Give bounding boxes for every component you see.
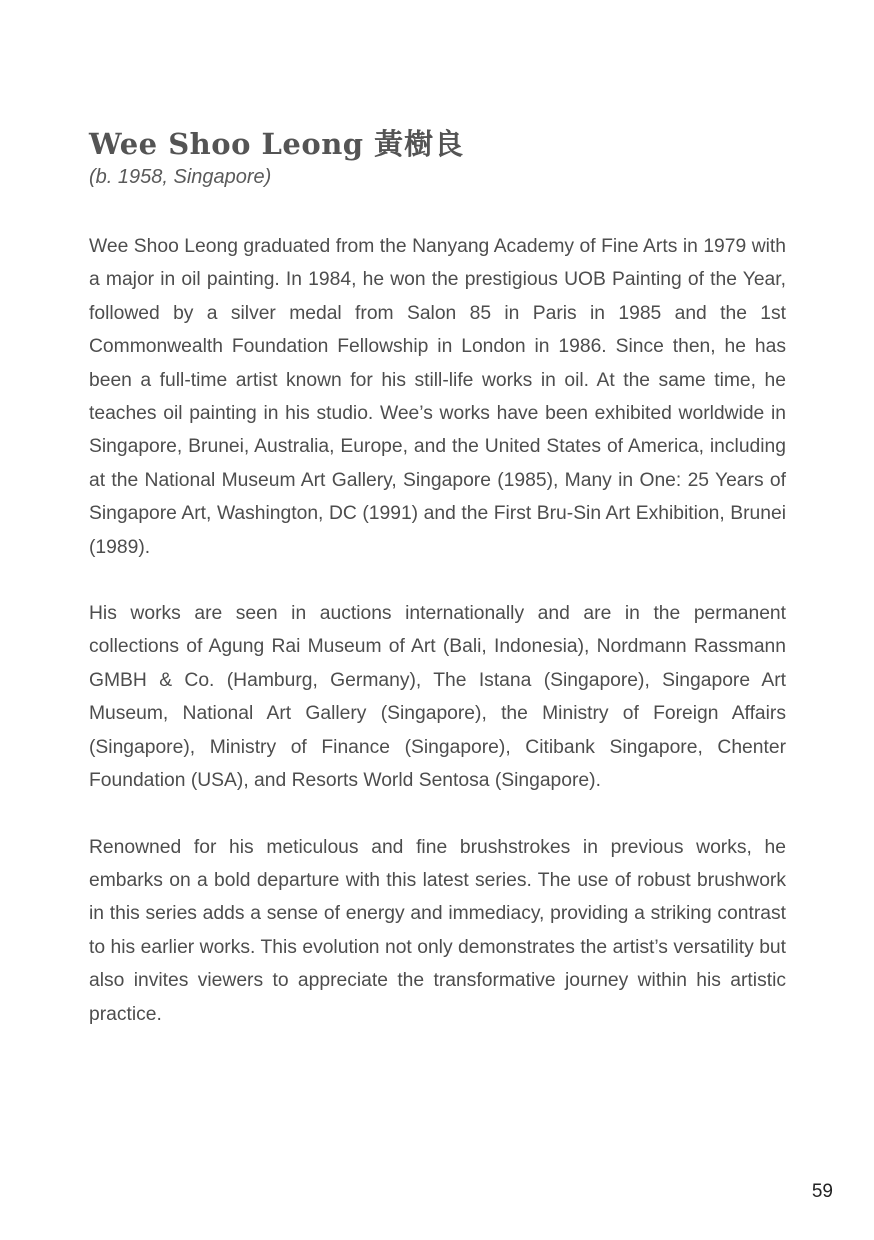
artist-birth-info: (b. 1958, Singapore) [89, 166, 272, 188]
artist-name: Wee Shoo Leong [89, 127, 364, 161]
document-page [89, 124, 786, 1064]
artist-name-heading [89, 124, 786, 164]
artist-chinese-name: 黃樹良 [374, 127, 465, 161]
bio-paragraph-latest-series: Renowned for his meticulous and fine brushstrokes in previous works, he embarks on a bold departure with this latest series. The use of robust brushwork in this series adds a sense of energy and immediacy, providing a striking contrast to his earlier works. This evolution not only demonstrates the artist’s versatility but also invites viewers to appreciate the transformative journey within his artistic practice. [89, 836, 786, 1025]
artist-biography [89, 230, 786, 1031]
bio-paragraph-education-awards: Wee Shoo Leong graduated from the Nanyang Academy of Fine Arts in 1979 with a major in oil painting. In 1984, he won the prestigious UOB Painting of the Year, followed by a silver medal from Salon 85 in Paris in 1985 and the 1st Commonwealth Foundation Fellowship in London in 1986. Since then, he has been a full-time artist known for his still-life works in oil. At the same time, he teaches oil painting in his studio. Wee’s works have been exhibited worldwide in Singapore, Brunei, Australia, Europe, and the United States of America, including at the National Museum Art Gallery, Singapore (1985), Many in One: 25 Years of Singapore Art, Washington, DC (1991) and the First Bru-Sin Art Exhibition, Brunei (1989). [89, 236, 786, 558]
page-number: 59 [811, 1181, 833, 1202]
bio-paragraph-collections: His works are seen in auctions internationally and are in the permanent collections of Agung Rai Museum of Art (Bali, Indonesia), Nordmann Rassmann GMBH & Co. (Hamburg, Germany), The Istana (Singapore), Singapore Art Museum, National Art Gallery (Singapore), the Ministry of Foreign Affairs (Singapore), Ministry of Finance (Singapore), Citibank Singapore, Chenter Foundation (USA), and Resorts World Sentosa (Singapore). [89, 603, 786, 792]
